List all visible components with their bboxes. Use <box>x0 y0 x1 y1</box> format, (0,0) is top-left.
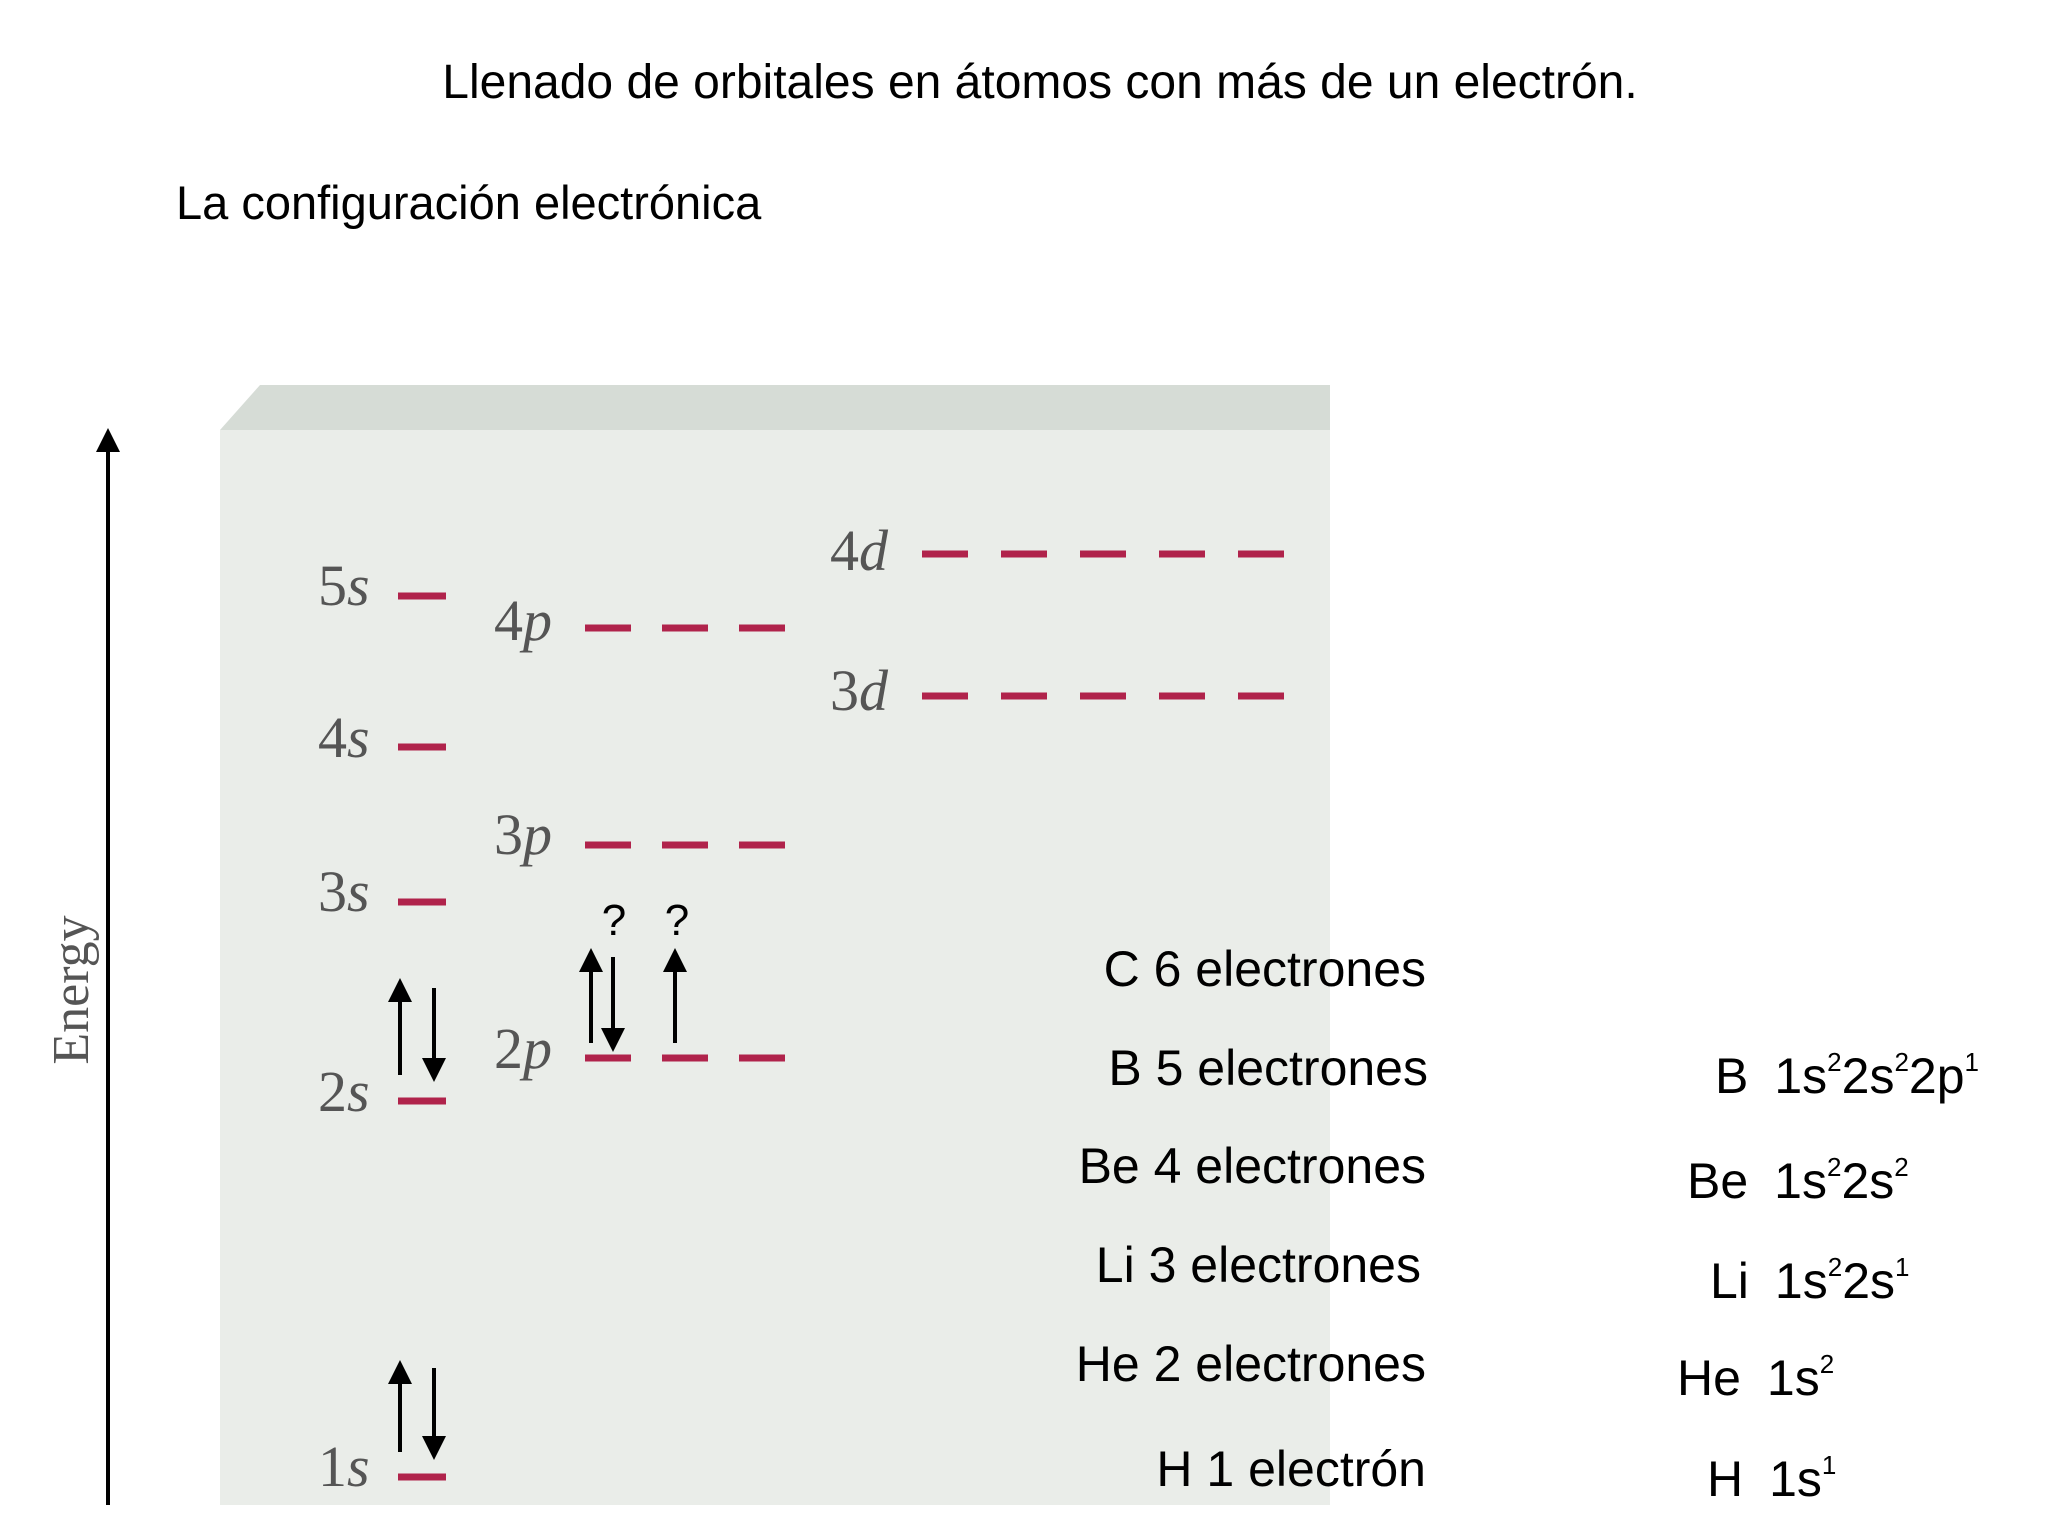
page-title: Llenado de orbitales en átomos con más de un electrón. <box>442 56 1638 109</box>
label-3p: 3p <box>494 802 552 867</box>
question-mark-1: ? <box>601 896 627 945</box>
config-element: Be <box>1687 1153 1749 1209</box>
label-4s: 4s <box>318 705 370 770</box>
config-h <box>1707 1450 1836 1508</box>
config-orbital: 1s <box>1766 1350 1820 1406</box>
config-b <box>1715 1047 1979 1105</box>
config-element: H <box>1707 1451 1744 1507</box>
config-orbital: 2s <box>1842 1253 1896 1309</box>
config-orbital: 2s <box>1841 1153 1895 1209</box>
electron-count-be: Be 4 electrones <box>1078 1138 1426 1194</box>
electron-count-c: C 6 electrones <box>1103 941 1426 997</box>
config-orbital: 1s <box>1774 1253 1828 1309</box>
config-superscript: 2 <box>1894 1047 1909 1077</box>
config-orbital: 2p <box>1908 1048 1965 1104</box>
electron-count-h: H 1 electrón <box>1156 1441 1426 1497</box>
config-superscript: 2 <box>1894 1152 1909 1182</box>
config-be <box>1687 1152 1909 1210</box>
config-element: B <box>1715 1048 1749 1104</box>
config-superscript: 2 <box>1827 1047 1842 1077</box>
label-2s: 2s <box>318 1059 370 1124</box>
config-superscript: 2 <box>1827 1252 1843 1282</box>
label-3s: 3s <box>318 859 370 924</box>
config-orbital: 1s <box>1769 1451 1822 1507</box>
energy-axis-label: Energy <box>43 915 100 1065</box>
panel-top-bevel <box>220 385 1330 430</box>
config-he <box>1677 1349 1834 1407</box>
config-element: Li <box>1710 1253 1749 1309</box>
config-element: He <box>1677 1350 1741 1406</box>
config-superscript: 2 <box>1826 1152 1842 1182</box>
label-2p: 2p <box>494 1016 552 1081</box>
electron-count-he: He 2 electrones <box>1075 1336 1426 1392</box>
electron-count-li: Li 3 electrones <box>1095 1237 1421 1293</box>
page-subtitle: La configuración electrónica <box>176 176 762 229</box>
config-orbital: 1s <box>1774 1153 1827 1209</box>
config-orbital: 2s <box>1841 1048 1895 1104</box>
question-mark-2: ? <box>664 896 690 945</box>
config-superscript: 1 <box>1821 1450 1837 1480</box>
label-4p: 4p <box>494 588 552 653</box>
label-4d: 4d <box>830 518 888 583</box>
label-5s: 5s <box>318 553 370 618</box>
config-superscript: 2 <box>1819 1349 1835 1379</box>
config-li <box>1710 1252 1909 1310</box>
electron-count-b: B 5 electrones <box>1108 1040 1428 1096</box>
config-superscript: 1 <box>1964 1047 1980 1077</box>
label-1s: 1s <box>318 1434 370 1499</box>
config-orbital: 1s <box>1774 1048 1828 1104</box>
label-3d: 3d <box>830 658 888 723</box>
config-superscript: 1 <box>1895 1252 1910 1282</box>
